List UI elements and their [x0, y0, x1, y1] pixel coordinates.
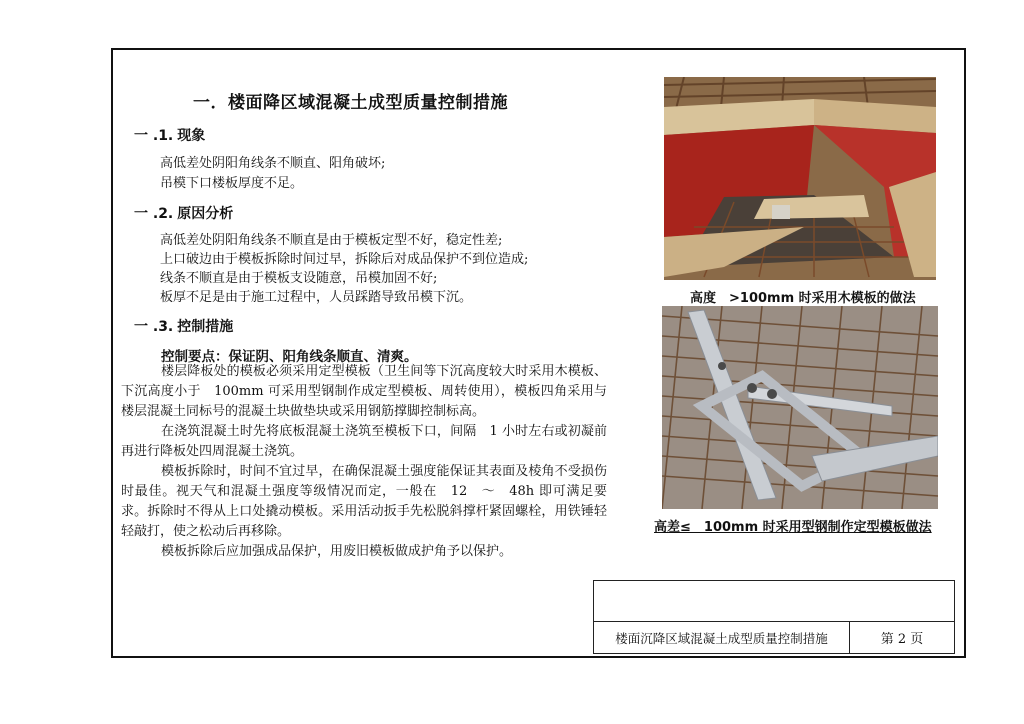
page-number: 第 2 页 [880, 632, 924, 647]
drawing-name: 楼面沉降区域混凝土成型质量控制措施 [594, 622, 850, 653]
cause-line: 线条不顺直是由于模板支设随意，吊模加固不好; [160, 271, 438, 286]
control-measures-text [121, 362, 607, 562]
figure-caption: 高差≤ 100mm 时采用型钢制作定型模板做法 [654, 520, 932, 535]
section-heading-phenomenon [134, 125, 205, 145]
control-paragraph: 在浇筑混凝土时先将底板混凝土浇筑至模板下口，间隔 1 小时左右或初凝前再进行降板处四周混凝土浇筑。 [121, 424, 607, 459]
section-title: 现象 [177, 128, 206, 144]
control-paragraph: 楼层降板处的模板必须采用定型模板（卫生间等下沉高度较大时采用木模板、下沉高度小于 100mm 可采用型钢制作成定型模板、周转使用），模板四角采用与楼层混凝土同标号的混凝土块做垫块或采用钢筋撑脚控制标高。 [121, 364, 607, 419]
section-heading-control [134, 316, 233, 336]
title-block-blank-row [594, 581, 954, 622]
phenomenon-line: 高低差处阴阳角线条不顺直、阳角破坏; [160, 156, 386, 171]
document-title: 一．楼面降区域混凝土成型质量控制措施 [193, 93, 508, 113]
section-number: 一 .2. [134, 206, 174, 222]
control-paragraph: 模板拆除后应加强成品保护，用废旧模板做成护角予以保护。 [161, 544, 513, 559]
section-heading-causes [134, 203, 233, 223]
figure-caption: 高度 >100mm 时采用木模板的做法 [690, 291, 916, 306]
control-paragraph: 模板拆除时，时间不宜过早，在确保混凝土强度能保证其表面及棱角不受损伤时最佳。视天气和混凝土强度等级情况而定，一般在 12 ～ 48h 即可满足要求。拆除时不得从上口处撬动模板。采用活动扳手先松脱斜撑杆紧固螺栓，用铁锤轻轻敲打，使之松动后再移除。 [121, 464, 607, 539]
steel-formwork-photo [662, 306, 938, 509]
control-key-point: 控制要点：保证阴、阳角线条顺直、清爽。 [161, 349, 418, 365]
cause-line: 高低差处阴阳角线条不顺直是由于模板定型不好，稳定性差; [160, 233, 503, 248]
timber-formwork-photo [664, 77, 936, 280]
cause-line: 上口破边由于模板拆除时间过早，拆除后对成品保护不到位造成; [160, 252, 529, 267]
cause-line: 板厚不足是由于施工过程中，人员踩踏导致吊模下沉。 [160, 290, 473, 305]
section-number: 一 .1. [134, 128, 174, 144]
section-number: 一 .3. [134, 319, 174, 335]
section-title: 原因分析 [177, 206, 234, 222]
phenomenon-line: 吊模下口楼板厚度不足。 [160, 176, 304, 191]
section-title: 控制措施 [177, 319, 234, 335]
title-block [593, 580, 955, 654]
